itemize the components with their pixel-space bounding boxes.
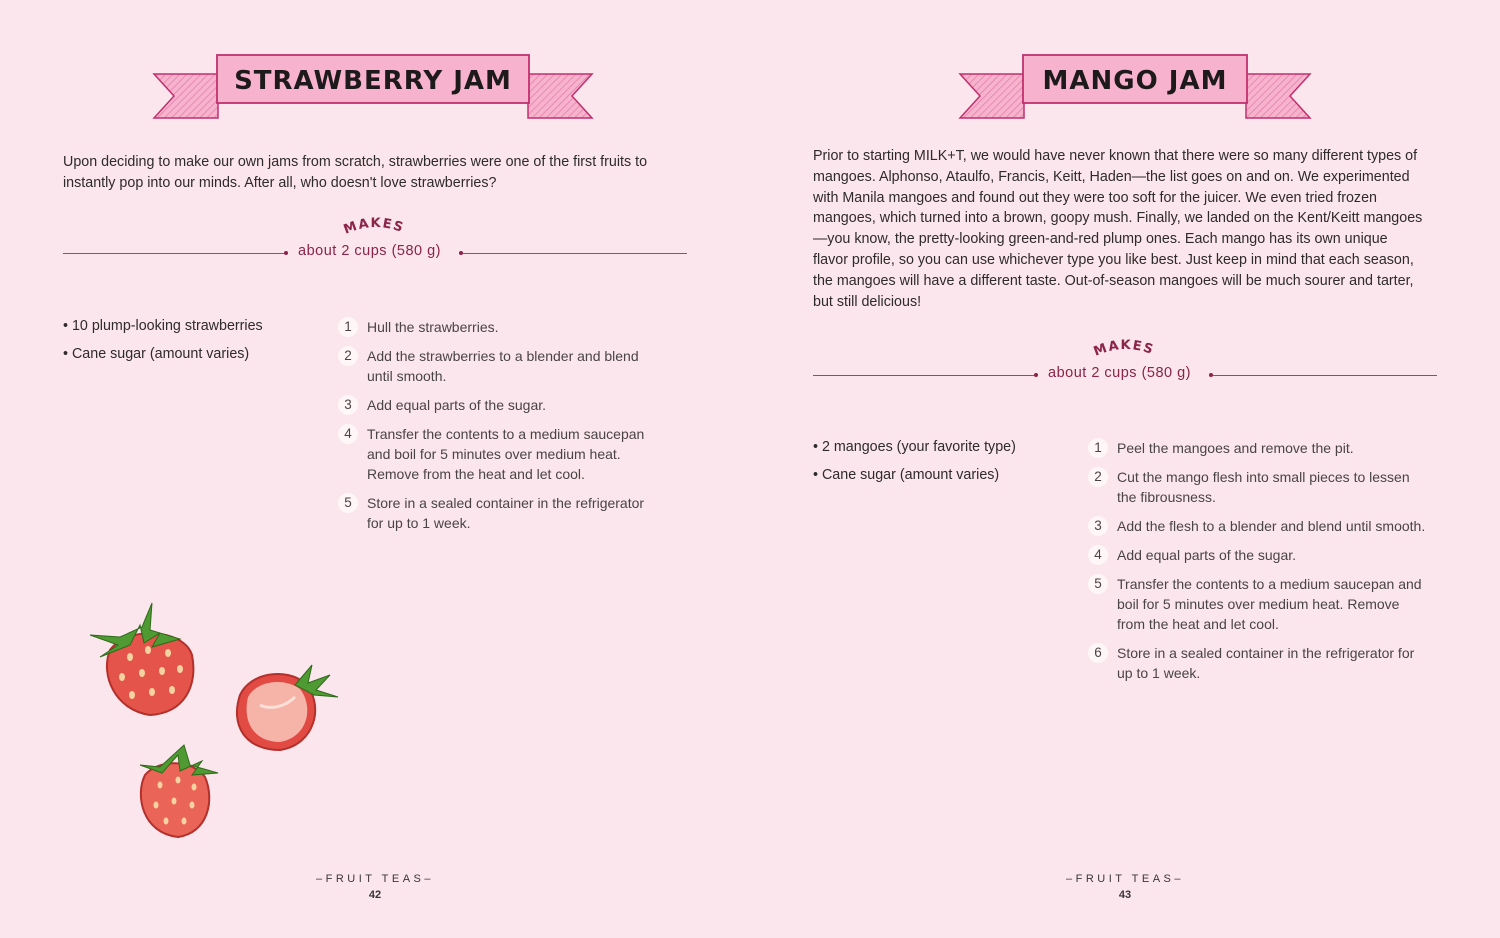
step-number: 4 [338,424,358,444]
step-text: Peel the mangoes and remove the pit. [1117,440,1354,456]
step-number: 6 [1088,643,1108,663]
intro-paragraph: Upon deciding to make our own jams from scratch, strawberries were one of the first fruits to instantly pop into our minds. After all, who doesn't love strawberries? [63,154,648,191]
strawberry-icon [140,745,218,837]
step-number: 3 [1088,516,1108,536]
yield-rule-right [463,253,687,254]
step-number: 2 [1088,467,1108,487]
step-text: Add equal parts of the sugar. [1117,547,1297,563]
step-number: 1 [1088,438,1108,458]
step-text: Add the flesh to a blender and blend until smooth. [1117,518,1426,534]
step-item [338,424,658,484]
ingredient-item: • 10 plump-looking strawberries [63,318,263,334]
yield-rule-right [1213,375,1437,376]
step-list [1088,438,1428,692]
step-text: Hull the strawberries. [367,319,499,335]
svg-text:MAKES: MAKES [341,215,407,238]
recipe-title: MANGO JAM [1042,66,1228,96]
step-item [338,493,658,533]
step-text: Cut the mango flesh into small pieces to lessen the fibrousness. [1117,469,1410,505]
step-number: 4 [1088,545,1108,565]
step-item [1088,438,1428,458]
page-footer [0,873,750,901]
step-text: Store in a sealed container in the refrigerator for up to 1 week. [367,495,645,531]
step-number: 2 [338,346,358,366]
yield-dot-left [1034,373,1038,377]
ingredient-item: • 2 mangoes (your favorite type) [813,439,1016,455]
step-text: Store in a sealed container in the refrigerator for up to 1 week. [1117,645,1415,681]
step-item [1088,574,1428,634]
makes-arc-label [336,214,416,240]
step-number: 1 [338,317,358,337]
step-number: 5 [338,493,358,513]
yield-dot-left [284,251,288,255]
makes-arc-label [1086,336,1166,362]
step-item [1088,643,1428,683]
section-name: –FRUIT TEAS– [1065,873,1184,885]
yield-amount: about 2 cups (580 g) [1048,365,1192,381]
step-text: Add equal parts of the sugar. [367,397,547,413]
page-footer [750,873,1500,901]
right-page [750,0,1500,938]
yield-rule-left [813,375,1035,376]
step-item [1088,516,1428,536]
step-item [1088,467,1428,507]
step-number: 3 [338,395,358,415]
recipe-title: STRAWBERRY JAM [234,66,512,96]
step-number: 5 [1088,574,1108,594]
step-list [338,317,658,542]
ingredient-list [63,318,313,374]
ingredient-item: • Cane sugar (amount varies) [813,467,1000,483]
step-item [338,346,658,386]
step-text: Add the strawberries to a blender and blend until smooth. [367,348,639,384]
svg-text:MAKES: MAKES [1091,337,1157,360]
strawberry-illustration [80,595,345,845]
step-item [338,317,658,337]
title-banner [958,52,1312,120]
title-banner [152,52,594,120]
section-name: –FRUIT TEAS– [315,873,434,885]
ingredient-list [813,439,1073,495]
step-text: Transfer the contents to a medium saucepan and boil for 5 minutes over medium heat. Remove from the heat and let cool. [367,426,645,482]
ingredient-item: • Cane sugar (amount varies) [63,346,250,362]
step-item [1088,545,1428,565]
strawberry-icon [90,603,193,715]
page-number: 42 [368,889,382,901]
step-item [338,395,658,415]
yield-amount: about 2 cups (580 g) [298,243,442,259]
page-number: 43 [1118,889,1132,901]
strawberry-half-icon [237,665,338,750]
intro-paragraph: Prior to starting MILK+T, we would have never known that there were so many different types of mangoes. Alphonso, Ataulfo, Francis, Keitt, Haden—the list goes on and on. We experimented with Manila mangoes and found out they were too soft for the juicer. We even tried frozen mangoes, which turned into a brown, goopy mush. Finally, we landed on the Kent/Keitt mangoes—you know, the pretty-looking green-and-red plump ones. Each mango has its own unique flavor profile, so you can use whichever type you like best. Just keep in mind that each season, the mangoes will have a different taste. Out-of-season mangoes will be much sourer and tarter, but still delicious! [813,148,1423,310]
yield-rule-left [63,253,285,254]
step-text: Transfer the contents to a medium saucepan and boil for 5 minutes over medium heat. Remove from the heat and let cool. [1117,576,1422,632]
